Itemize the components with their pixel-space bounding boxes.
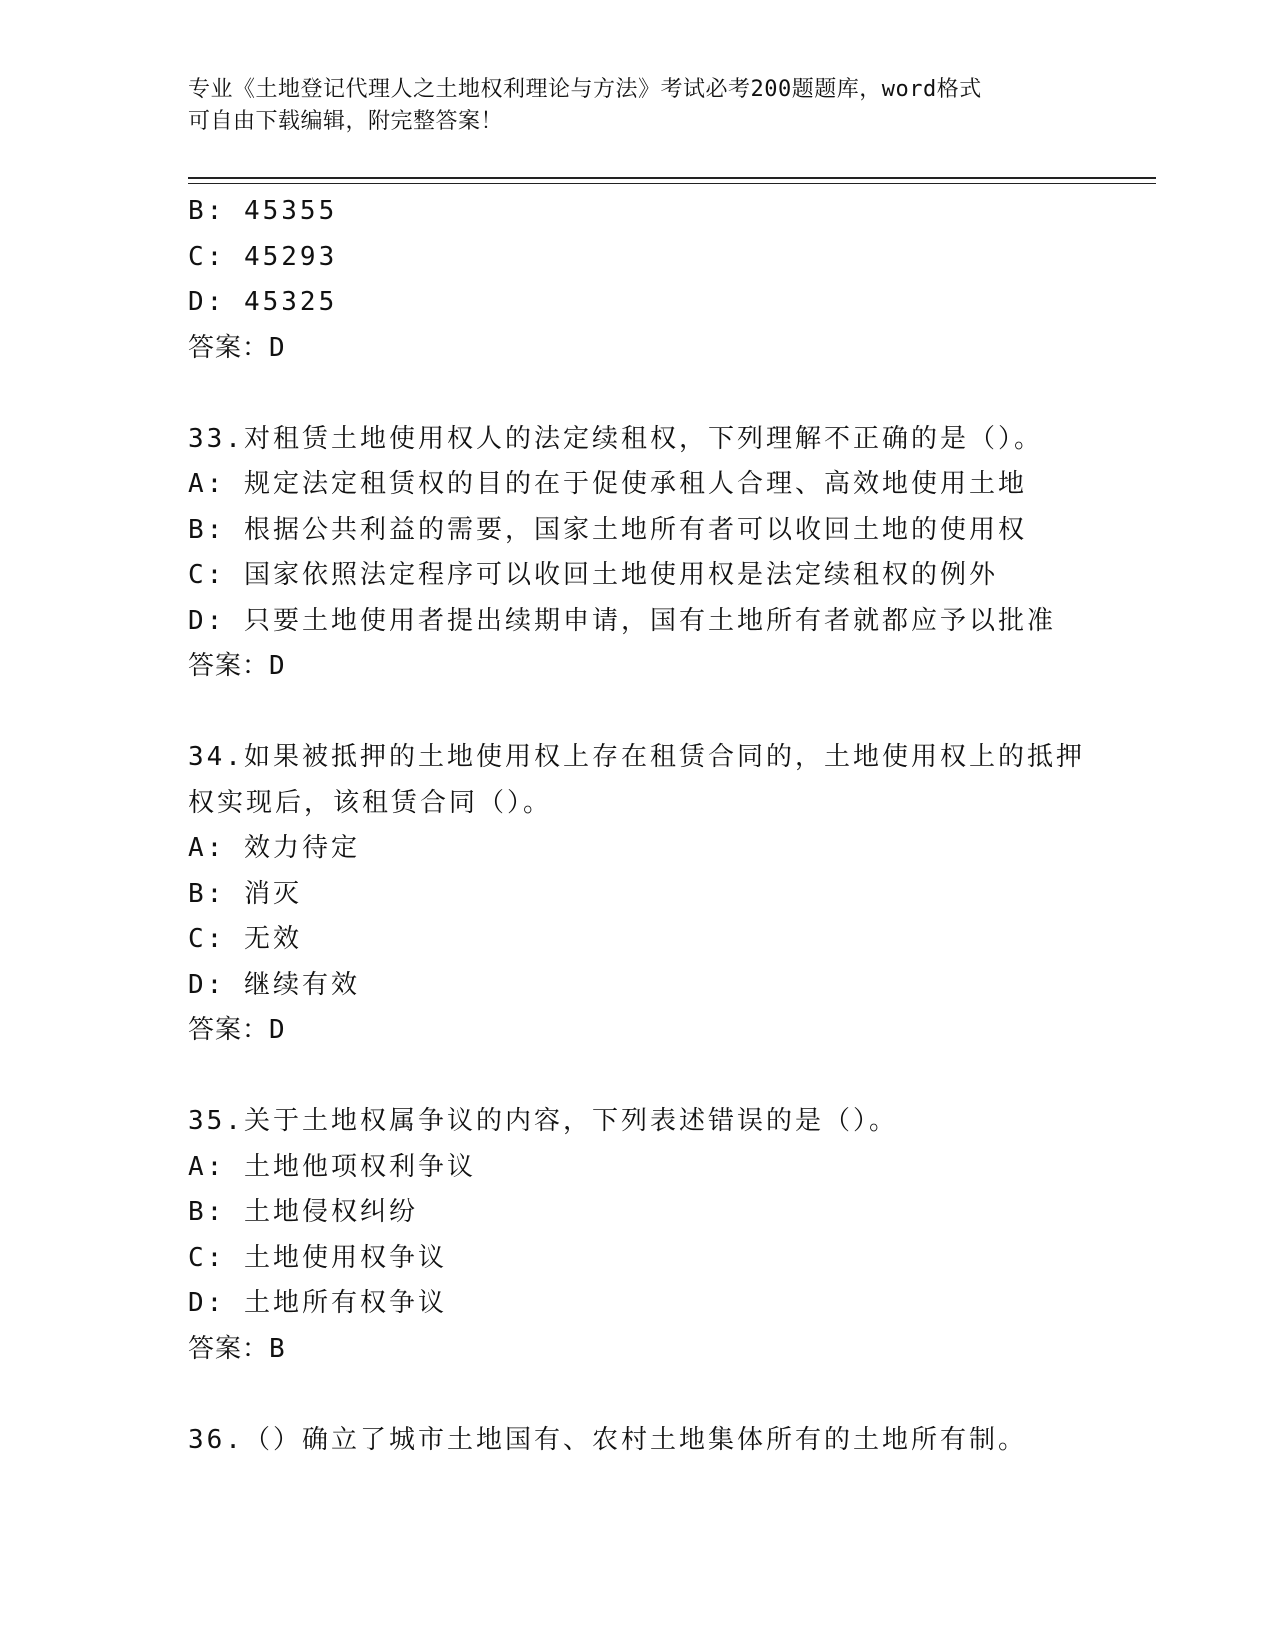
question-fragment-32 <box>188 189 1148 371</box>
answer-line: 答案：D <box>188 1015 286 1045</box>
header-line-1: 专业《土地登记代理人之土地权利理论与方法》考试必考200题题库，word格式 <box>188 77 982 102</box>
answer-line: 答案：D <box>188 332 286 363</box>
question-36 <box>188 1418 1148 1464</box>
question-list <box>188 189 1148 1463</box>
question-stem-continued: 权实现后，该租赁合同（）。 <box>188 787 553 818</box>
spacer <box>188 1372 1148 1418</box>
option-a: A: 效力待定 <box>188 833 360 863</box>
question-stem: 36.（）确立了城市土地国有、农村土地集体所有的土地所有制。 <box>188 1424 1027 1455</box>
document-header <box>188 74 1088 138</box>
answer-line: 答案：D <box>188 651 286 681</box>
question-stem: 33.对租赁土地使用权人的法定续租权，下列理解不正确的是（）。 <box>188 423 1043 454</box>
question-stem: 34.如果被抵押的土地使用权上存在租赁合同的，土地使用权上的抵押 <box>188 742 1085 772</box>
spacer <box>188 690 1148 736</box>
spacer <box>188 1054 1148 1100</box>
option-b: B: 45355 <box>188 196 338 226</box>
option-c: C: 45293 <box>188 241 338 272</box>
option-a: A: 土地他项权利争议 <box>188 1151 476 1182</box>
option-b: B: 消灭 <box>188 878 302 909</box>
option-c: C: 无效 <box>188 924 302 954</box>
answer-line: 答案：B <box>188 1333 286 1364</box>
option-d: D: 45325 <box>188 287 338 317</box>
option-d: D: 只要土地使用者提出续期申请，国有土地所有者就都应予以批准 <box>188 605 1056 636</box>
question-35 <box>188 1099 1148 1372</box>
option-d: D: 土地所有权争议 <box>188 1288 447 1318</box>
spacer <box>188 371 1148 417</box>
header-divider-thick <box>188 177 1156 179</box>
option-c: C: 国家依照法定程序可以收回土地使用权是法定续租权的例外 <box>188 560 998 590</box>
question-34 <box>188 735 1148 1054</box>
option-d: D: 继续有效 <box>188 969 360 1000</box>
option-c: C: 土地使用权争议 <box>188 1242 447 1273</box>
option-a: A: 规定法定租赁权的目的在于促使承租人合理、高效地使用土地 <box>188 469 1027 499</box>
question-33 <box>188 417 1148 690</box>
option-b: B: 根据公共利益的需要，国家土地所有者可以收回土地的使用权 <box>188 514 1027 545</box>
question-stem: 35.关于土地权属争议的内容，下列表述错误的是（）。 <box>188 1106 898 1136</box>
header-divider-thin <box>188 183 1156 184</box>
header-line-2: 可自由下载编辑，附完整答案！ <box>188 109 504 134</box>
option-b: B: 土地侵权纠纷 <box>188 1197 418 1227</box>
